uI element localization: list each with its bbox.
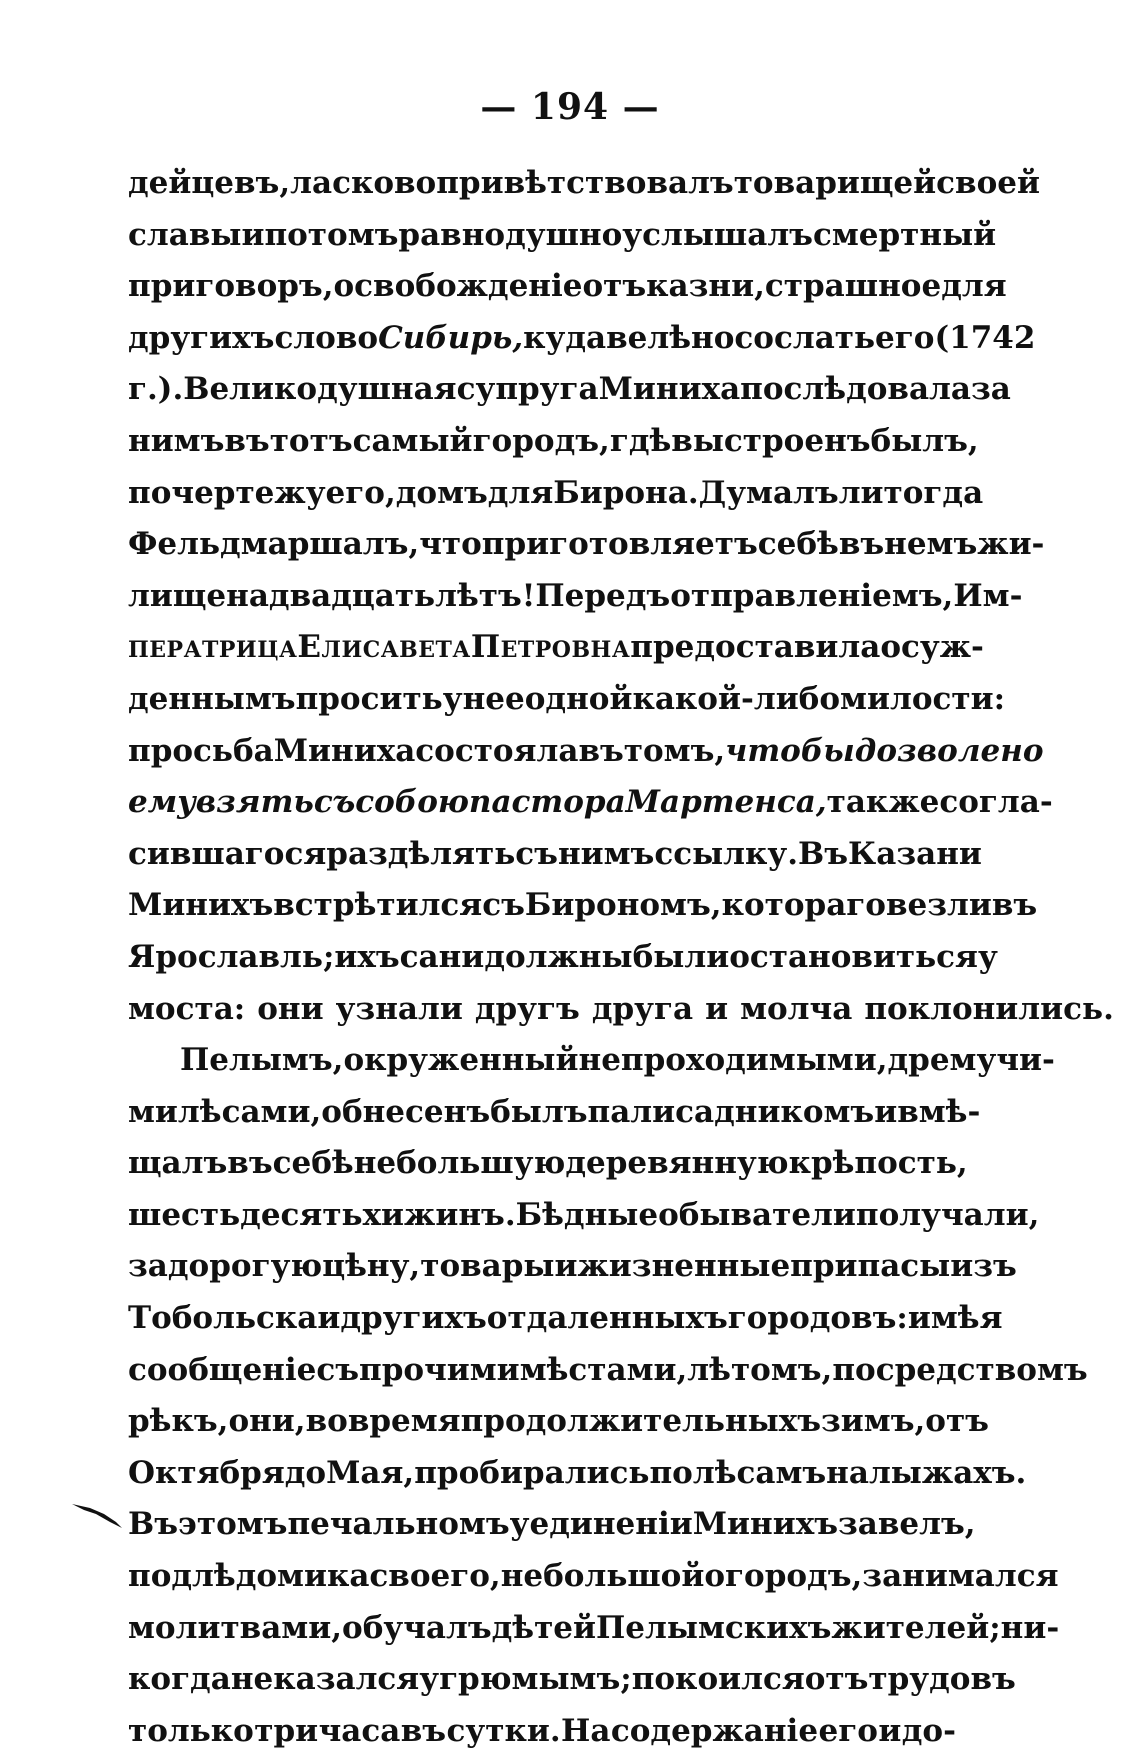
word: казался bbox=[273, 1661, 420, 1698]
word: щалъ bbox=[128, 1145, 228, 1182]
word: сившагося bbox=[128, 835, 327, 872]
word: лище bbox=[128, 577, 227, 614]
word: жителей; bbox=[831, 1609, 1001, 1646]
word: окруженный bbox=[343, 1042, 579, 1079]
word: лѣсами bbox=[177, 1093, 311, 1130]
word: не bbox=[230, 1661, 274, 1698]
word: своего, bbox=[369, 1558, 501, 1595]
text-line bbox=[128, 726, 1044, 778]
word: сослать bbox=[734, 319, 876, 356]
word: были bbox=[632, 938, 730, 975]
word: и bbox=[317, 1300, 341, 1337]
word: домъ bbox=[395, 474, 488, 511]
word: велѣно bbox=[606, 319, 735, 356]
word: поклонились. bbox=[864, 990, 1114, 1027]
word: нее bbox=[462, 680, 525, 717]
text-line bbox=[128, 1551, 1059, 1603]
word: въ bbox=[578, 732, 624, 769]
word: , bbox=[310, 1093, 322, 1130]
text-line bbox=[128, 674, 1006, 726]
word: мѣстами, bbox=[519, 1351, 688, 1388]
word: лѣтъ! bbox=[435, 577, 536, 614]
word: другихъ bbox=[340, 1300, 487, 1337]
word: милости bbox=[840, 680, 994, 717]
word: товарищей bbox=[733, 165, 937, 201]
word: по bbox=[128, 474, 172, 511]
word: часа bbox=[318, 1712, 401, 1749]
text-line bbox=[128, 777, 1053, 829]
word: Передъ bbox=[535, 577, 671, 614]
word: Ярославль; bbox=[128, 938, 335, 975]
word: имѣя bbox=[907, 1300, 1003, 1337]
word: жи- bbox=[977, 526, 1045, 563]
word: двадцать bbox=[268, 577, 436, 614]
page-number: — 194 — bbox=[480, 86, 660, 128]
word: страшное bbox=[764, 268, 942, 305]
word: пастора bbox=[468, 784, 626, 821]
text-line bbox=[128, 880, 1038, 932]
word: предоставила bbox=[630, 629, 881, 666]
word: до- bbox=[901, 1712, 956, 1749]
word: послѣдовала bbox=[740, 371, 971, 408]
word: Фельдмаршалъ, bbox=[128, 526, 420, 563]
word: супруга bbox=[456, 371, 599, 408]
word: зимъ, bbox=[820, 1403, 926, 1440]
word: просить bbox=[295, 680, 443, 717]
word: цѣну, bbox=[322, 1248, 421, 1285]
word: тогда bbox=[883, 474, 984, 511]
word: томъ, bbox=[623, 732, 726, 769]
word: осуж- bbox=[880, 629, 984, 666]
word: себѣ bbox=[272, 1145, 354, 1182]
text-line bbox=[128, 1448, 1027, 1500]
word: его bbox=[875, 319, 935, 356]
word: тотъ bbox=[269, 422, 353, 459]
word: ли bbox=[838, 474, 884, 511]
word: Бѣдные bbox=[515, 1196, 659, 1233]
word: на bbox=[226, 577, 269, 614]
word: другъ bbox=[474, 990, 580, 1027]
word: содержаніе bbox=[610, 1712, 819, 1749]
word: городовъ bbox=[727, 1300, 897, 1337]
word: небольшую bbox=[353, 1145, 566, 1182]
word: три bbox=[254, 1712, 319, 1749]
text-line bbox=[128, 1396, 989, 1448]
word: и bbox=[241, 216, 265, 253]
word: посредствомъ bbox=[832, 1351, 1088, 1388]
word: отъ bbox=[804, 1661, 869, 1698]
word: освобожденіе bbox=[333, 268, 583, 305]
text-line bbox=[128, 1087, 981, 1139]
word: дѣтей bbox=[491, 1609, 597, 1646]
word: его bbox=[818, 1712, 878, 1749]
word: ласково bbox=[290, 165, 437, 201]
word: покоился bbox=[631, 1661, 805, 1698]
word: лѣсамъ bbox=[692, 1454, 827, 1491]
word: огородъ, bbox=[704, 1558, 863, 1595]
word: Въ bbox=[128, 1506, 178, 1543]
word: чтобы bbox=[725, 732, 855, 769]
word: молча bbox=[740, 990, 853, 1027]
word: славы bbox=[128, 216, 242, 253]
word: слово bbox=[274, 319, 379, 356]
word: крѣпость bbox=[788, 1145, 957, 1182]
word: Пелымъ, bbox=[180, 1042, 344, 1079]
text-line bbox=[128, 1345, 1088, 1397]
word: (1742 bbox=[934, 319, 1036, 356]
word: домика bbox=[235, 1558, 370, 1595]
text-line bbox=[128, 1138, 968, 1190]
word: На bbox=[561, 1712, 611, 1749]
word: обнесенъ bbox=[321, 1093, 491, 1130]
word: до bbox=[284, 1454, 327, 1491]
word: и bbox=[878, 1712, 902, 1749]
word: взять bbox=[195, 784, 314, 821]
word: Петровна bbox=[470, 629, 631, 666]
word: должны bbox=[484, 938, 633, 975]
word: уединеніи bbox=[509, 1506, 693, 1543]
word: они, bbox=[228, 1403, 306, 1440]
word: везли bbox=[885, 887, 992, 924]
word: палисадникомъ bbox=[587, 1093, 875, 1130]
word: въ bbox=[400, 1712, 447, 1749]
word: отъ bbox=[582, 268, 647, 305]
word: у bbox=[442, 680, 463, 717]
word: одной bbox=[524, 680, 633, 717]
word: они bbox=[257, 990, 324, 1027]
word: деннымъ bbox=[128, 680, 296, 717]
word: Им- bbox=[953, 577, 1023, 614]
word: во bbox=[305, 1403, 348, 1440]
word: изъ bbox=[950, 1248, 1017, 1285]
word: завелъ, bbox=[837, 1506, 976, 1543]
word: Миниха bbox=[273, 732, 416, 769]
word: деревянную bbox=[565, 1145, 789, 1182]
word: раздѣлять bbox=[326, 835, 516, 872]
word: въ bbox=[227, 1145, 273, 1182]
word: трудовъ bbox=[868, 1661, 1016, 1698]
text-line bbox=[128, 932, 998, 984]
text-line bbox=[128, 468, 984, 520]
word: дорогую bbox=[167, 1248, 323, 1285]
word: чертежу bbox=[171, 474, 326, 511]
word: съ bbox=[313, 784, 356, 821]
word: дейцевъ, bbox=[128, 165, 291, 201]
word: котораго bbox=[721, 887, 886, 924]
word: за bbox=[970, 371, 1011, 408]
word: : bbox=[993, 680, 1006, 717]
word: Минихъ bbox=[128, 887, 274, 924]
word: равнодушно bbox=[398, 216, 623, 253]
word: небольшой bbox=[500, 1558, 705, 1595]
word: ссылку. bbox=[654, 835, 799, 872]
text-line bbox=[128, 1603, 1060, 1655]
word: дремучи- bbox=[887, 1042, 1055, 1079]
word: жизненные bbox=[577, 1248, 791, 1285]
word: съ bbox=[316, 1351, 360, 1388]
word: для bbox=[487, 474, 554, 511]
text-line bbox=[128, 1241, 1017, 1293]
word: Казани bbox=[848, 835, 982, 872]
word: друга bbox=[591, 990, 694, 1027]
body-text bbox=[128, 158, 1114, 1757]
word: по bbox=[649, 1454, 693, 1491]
word: и bbox=[705, 990, 729, 1027]
word: ператрица bbox=[128, 629, 298, 666]
word: занимался bbox=[862, 1558, 1059, 1595]
word: Бирона. bbox=[553, 474, 699, 511]
word: немъ bbox=[884, 526, 978, 563]
text-line bbox=[128, 1190, 1040, 1242]
word: , bbox=[956, 1145, 968, 1182]
word: съ bbox=[482, 887, 525, 924]
word: остановиться bbox=[729, 938, 978, 975]
word: обыватели bbox=[658, 1196, 856, 1233]
word: услышалъ bbox=[622, 216, 813, 253]
word: нимъ bbox=[557, 835, 655, 872]
word: получали, bbox=[855, 1196, 1040, 1233]
word: только bbox=[128, 1712, 254, 1749]
text-line bbox=[128, 416, 979, 468]
word: и bbox=[874, 1093, 898, 1130]
word: нимъ bbox=[128, 422, 225, 459]
text-line bbox=[128, 519, 1045, 571]
text-line bbox=[128, 364, 1011, 416]
word: товары bbox=[420, 1248, 555, 1285]
text-line bbox=[128, 622, 984, 674]
word: Минихъ bbox=[692, 1506, 838, 1543]
word: городъ, bbox=[472, 422, 610, 459]
word: у bbox=[977, 938, 998, 975]
ink-mark-icon bbox=[70, 1500, 130, 1530]
word: лѣтомъ, bbox=[687, 1351, 833, 1388]
word: Тобольска bbox=[128, 1300, 318, 1337]
word: куда bbox=[523, 319, 607, 356]
word: приговоръ, bbox=[128, 268, 334, 305]
word: самый bbox=[352, 422, 473, 459]
word: также bbox=[826, 784, 940, 821]
word: въ bbox=[991, 887, 1038, 924]
word: выстроенъ bbox=[671, 422, 871, 459]
word: на bbox=[826, 1454, 869, 1491]
word: Бирономъ, bbox=[524, 887, 722, 924]
text-line bbox=[128, 1654, 1016, 1706]
word: встрѣтился bbox=[273, 887, 483, 924]
word: ихъ bbox=[334, 938, 400, 975]
word: дозволено bbox=[854, 732, 1044, 769]
word: гдѣ bbox=[609, 422, 672, 459]
word: Думалъ bbox=[698, 474, 839, 511]
word: Миниха bbox=[598, 371, 741, 408]
word: прочими bbox=[359, 1351, 520, 1388]
word: время bbox=[347, 1403, 461, 1440]
word: молитвами, bbox=[128, 1609, 343, 1646]
text-line bbox=[128, 984, 1114, 1036]
word: непроходимыми, bbox=[578, 1042, 888, 1079]
word: его, bbox=[325, 474, 396, 511]
word: былъ, bbox=[870, 422, 979, 459]
text-line bbox=[128, 1035, 1055, 1087]
word: Пелымскихъ bbox=[596, 1609, 832, 1646]
word: собою bbox=[355, 784, 469, 821]
word: Мартенса, bbox=[625, 784, 827, 821]
word: состояла bbox=[415, 732, 579, 769]
word: угрюмымъ; bbox=[419, 1661, 632, 1698]
word: просьба bbox=[128, 732, 274, 769]
text-line bbox=[128, 158, 1040, 210]
word: пробирались bbox=[414, 1454, 650, 1491]
word: сани bbox=[399, 938, 485, 975]
word: сообщеніе bbox=[128, 1351, 317, 1388]
word: сутки. bbox=[446, 1712, 561, 1749]
word: , bbox=[754, 268, 765, 305]
word: вмѣ- bbox=[897, 1093, 981, 1130]
word: ни- bbox=[1000, 1609, 1060, 1646]
word: лыжахъ. bbox=[868, 1454, 1027, 1491]
word: Великодушная bbox=[183, 371, 457, 408]
word: что bbox=[419, 526, 482, 563]
word: привѣтствовалъ bbox=[436, 165, 734, 201]
word: отдаленныхъ bbox=[486, 1300, 728, 1337]
word: рѣкъ, bbox=[128, 1403, 229, 1440]
text-line bbox=[128, 261, 1007, 313]
word: отправленіемъ, bbox=[670, 577, 954, 614]
word: и bbox=[554, 1248, 578, 1285]
word: припасы bbox=[790, 1248, 951, 1285]
word: узнали bbox=[335, 990, 463, 1027]
text-line bbox=[128, 1706, 956, 1757]
word: казни bbox=[646, 268, 755, 305]
word: былъ bbox=[490, 1093, 588, 1130]
word: въ bbox=[224, 422, 270, 459]
word: обучалъ bbox=[342, 1609, 492, 1646]
text-line bbox=[128, 1499, 976, 1551]
word: своей bbox=[936, 165, 1040, 201]
word: какой-либо bbox=[632, 680, 841, 717]
word: потомъ bbox=[264, 216, 399, 253]
word: другихъ bbox=[128, 319, 275, 356]
word: Мая, bbox=[326, 1454, 415, 1491]
text-line bbox=[128, 313, 1036, 365]
word: Елисавета bbox=[297, 629, 471, 666]
word: хижинъ. bbox=[362, 1196, 516, 1233]
word: въ bbox=[838, 526, 885, 563]
word: за bbox=[128, 1248, 168, 1285]
word: этомъ bbox=[177, 1506, 288, 1543]
word: себѣ bbox=[757, 526, 839, 563]
word: Октября bbox=[128, 1454, 285, 1491]
word: шестьдесять bbox=[128, 1196, 363, 1233]
word: съ bbox=[515, 835, 558, 872]
text-line bbox=[128, 829, 982, 881]
word: ми bbox=[128, 1093, 178, 1130]
text-line bbox=[128, 571, 1023, 623]
word: когда bbox=[128, 1661, 231, 1698]
word: : bbox=[896, 1300, 908, 1337]
text-line bbox=[128, 210, 997, 262]
word: приготовляетъ bbox=[481, 526, 758, 563]
word: отъ bbox=[925, 1403, 989, 1440]
word: г.). bbox=[128, 371, 184, 408]
word: для bbox=[941, 268, 1007, 305]
word: ему bbox=[128, 784, 196, 821]
word: подлѣ bbox=[128, 1558, 236, 1595]
word: согла- bbox=[939, 784, 1053, 821]
word: Сибирь, bbox=[378, 319, 524, 356]
word: печальномъ bbox=[287, 1506, 510, 1543]
word: моста: bbox=[128, 990, 246, 1027]
text-line bbox=[128, 1293, 1003, 1345]
word: продолжительныхъ bbox=[460, 1403, 821, 1440]
word: смертный bbox=[812, 216, 997, 253]
word: Въ bbox=[798, 835, 849, 872]
